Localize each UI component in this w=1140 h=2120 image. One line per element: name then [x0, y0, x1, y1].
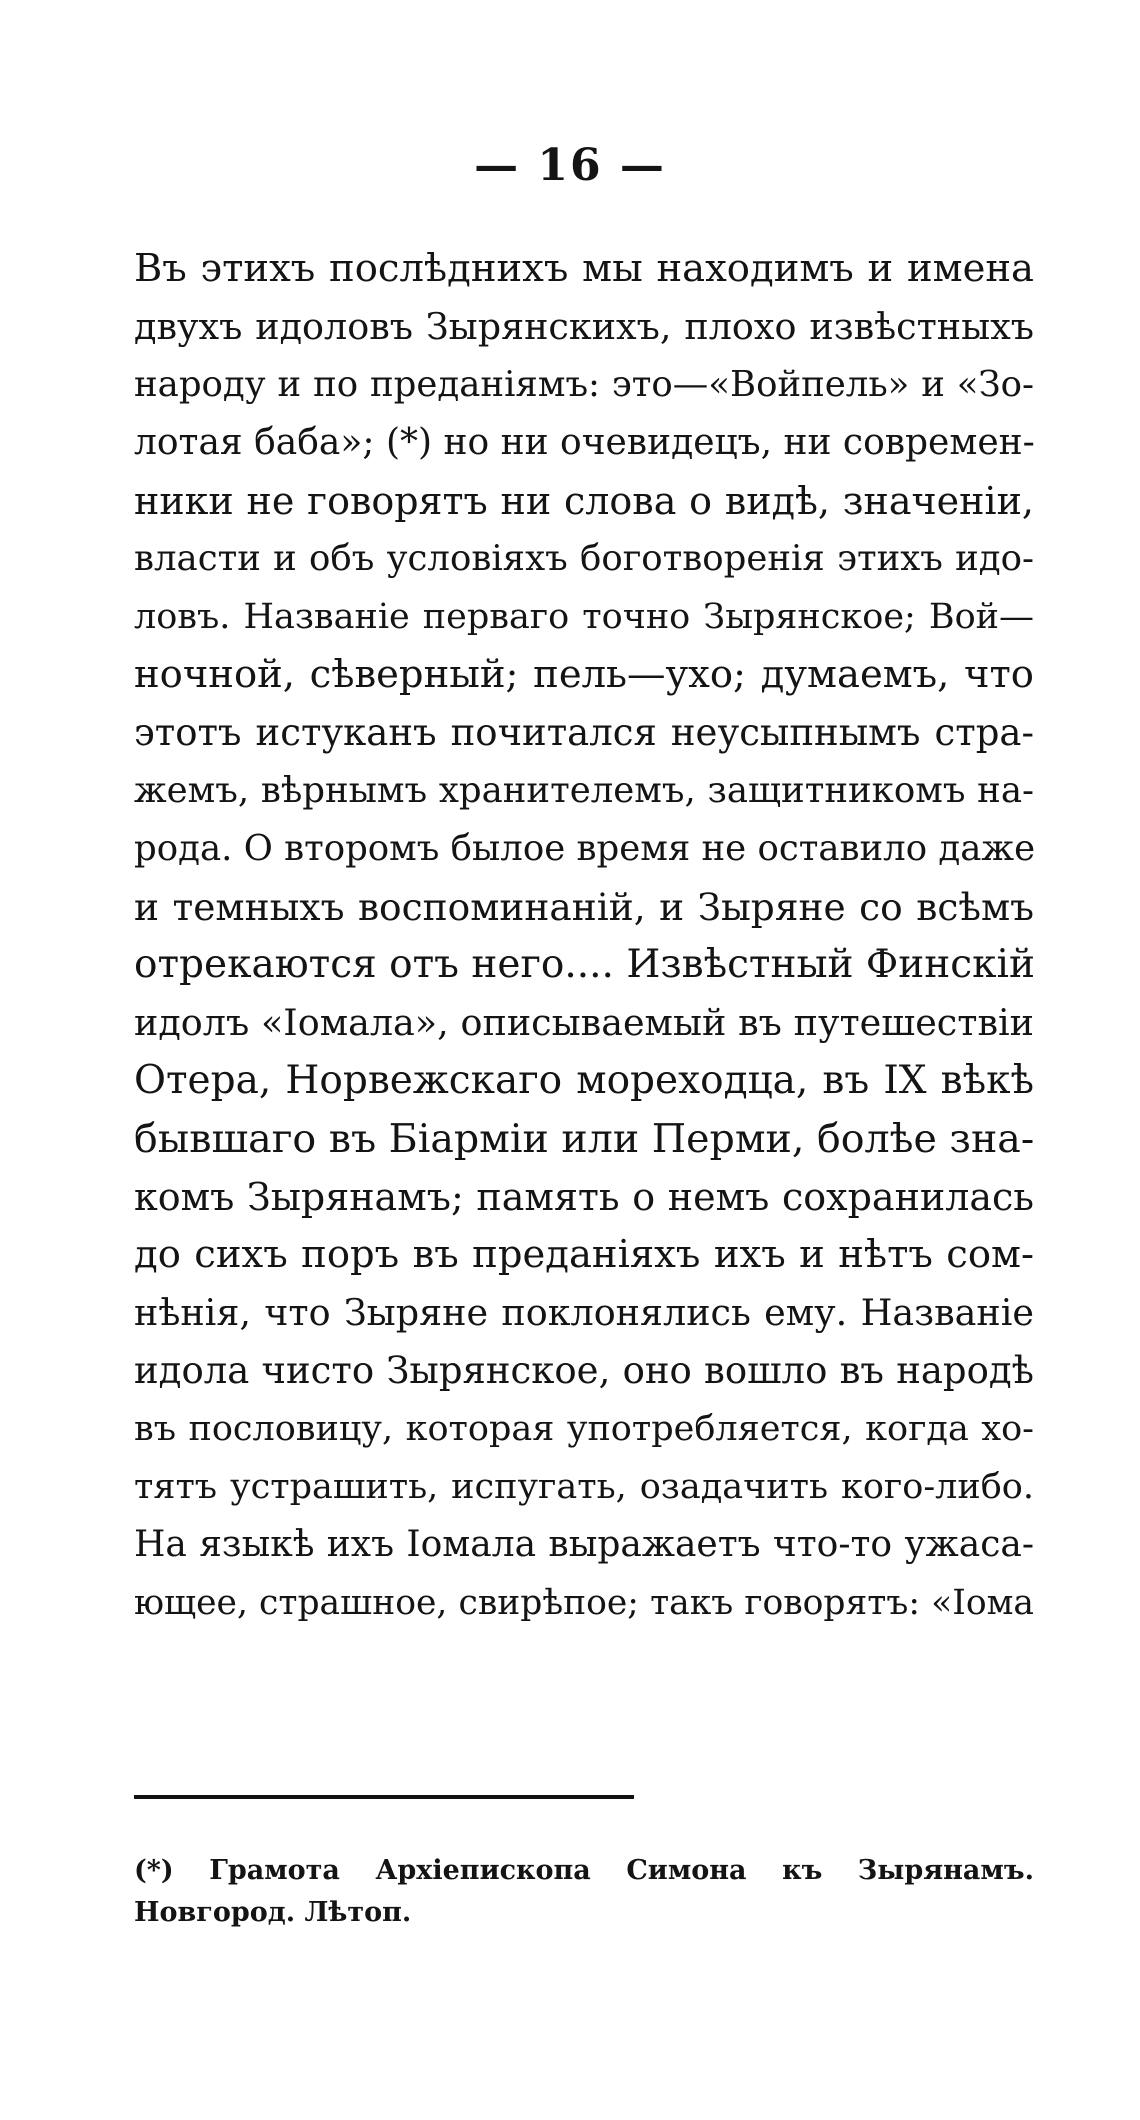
- text-line: лотая баба»; (*) но ни очевидецъ, ни современ-: [134, 422, 1035, 463]
- text-line: жемъ, вѣрнымъ хранителемъ, защитникомъ на-: [134, 770, 1034, 811]
- footnote-line: Новгород. Лѣтоп.: [134, 1897, 412, 1928]
- text-line: отрекаются отъ него.... Извѣстный Финскій: [134, 942, 1035, 987]
- page-number: — 16 —: [474, 140, 666, 191]
- text-line: Въ этихъ послѣднихъ мы находимъ и имена: [134, 246, 1034, 291]
- text-line: ники не говорятъ ни слова о видѣ, значеніи,: [134, 479, 1034, 523]
- text-line: до сихъ поръ въ преданіяхъ ихъ и нѣтъ сом-: [134, 1232, 1034, 1277]
- text-line: народу и по преданіямъ: это—«Войпель» и «Зо-: [134, 364, 1034, 405]
- text-line: нѣнія, что Зыряне поклонялись ему. Названіе: [134, 1291, 1034, 1334]
- text-line: идолъ «Іомала», описываемый въ путешествіи: [134, 1001, 1034, 1044]
- text-line: и темныхъ воспоминаній, и Зыряне со всѣмъ: [134, 885, 1034, 929]
- text-line: рода. О второмъ былое время не оставило даже: [134, 828, 1036, 869]
- text-line: въ пословицу, которая употребляется, когда хо-: [134, 1409, 1034, 1449]
- text-line: комъ Зырянамъ; память о немъ сохранилась: [134, 1175, 1034, 1219]
- text-line: идола чисто Зырянское, оно вошло въ народѣ: [134, 1349, 1034, 1392]
- text-line: бывшаго въ Біарміи или Перми, болѣе зна-: [134, 1116, 1035, 1162]
- text-line: Отера, Норвежскаго мореходца, въ IX вѣкѣ: [134, 1058, 1034, 1103]
- text-line: ловъ. Названіе перваго точно Зырянское; Вой—: [134, 597, 1034, 637]
- footnote-line: (*) Грамота Архіепископа Симона къ Зырянамъ.: [134, 1855, 1034, 1886]
- text-line: тятъ устрашить, испугать, озадачить кого-либо.: [134, 1467, 1034, 1507]
- text-line: ночной, сѣверный; пель—ухо; думаемъ, что: [134, 652, 1034, 697]
- text-line: власти и объ условіяхъ боготворенія этихъ идо-: [134, 538, 1034, 579]
- text-line: ющее, страшное, свирѣпое; такъ говорятъ: «Іома: [134, 1583, 1034, 1623]
- text-line: На языкѣ ихъ Іомала выражаетъ что-то ужаса-: [134, 1524, 1034, 1565]
- text-line: двухъ идоловъ Зырянскихъ, плохо извѣстныхъ: [134, 305, 1034, 348]
- text-line: этотъ истуканъ почитался неусыпнымъ стра-: [134, 711, 1034, 754]
- footnote-rule: [134, 1795, 634, 1799]
